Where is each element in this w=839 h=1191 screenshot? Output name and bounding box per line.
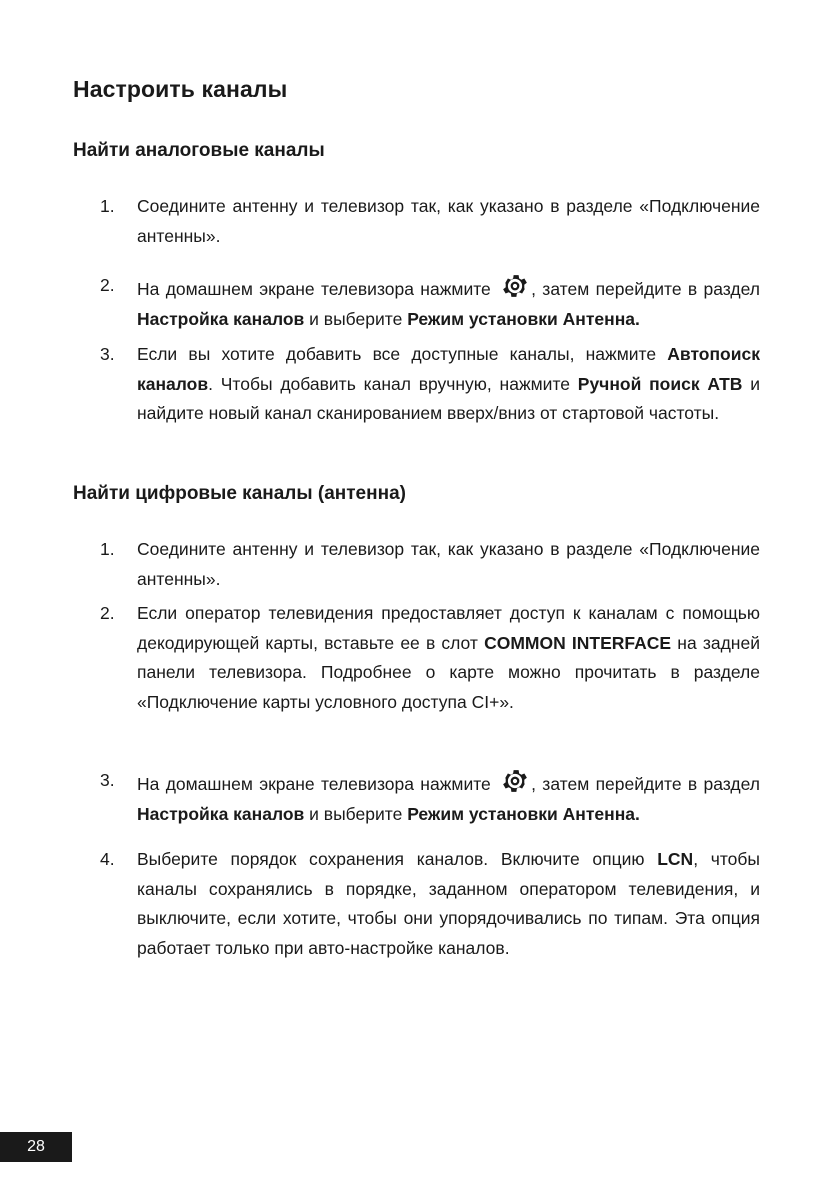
text-run: , затем перейдите в раздел xyxy=(531,279,760,299)
list-item xyxy=(100,340,760,460)
list-item-text xyxy=(137,271,760,334)
text-run: Выберите порядок сохранения каналов. Включите опцию xyxy=(137,849,645,869)
list-item-text xyxy=(137,845,760,963)
slot-name: COMMON INTERFACE xyxy=(484,632,672,653)
text-run: , затем перейдите в раздел xyxy=(531,774,760,794)
list-item-number: 2. xyxy=(100,603,115,623)
menu-name: Ручной поиск АТВ xyxy=(577,373,743,394)
list-item-number: 4. xyxy=(100,849,115,869)
text-run: на задней панели телевизора. Подробнее о карте можно прочитать в разделе «Подключение карты условного доступа CI+». xyxy=(137,632,760,712)
list-item-number: 1. xyxy=(100,196,115,216)
list-item xyxy=(100,271,760,331)
list-item-number: 3. xyxy=(100,344,115,364)
menu-name: Режим установки Антенна. xyxy=(407,803,640,824)
list-item-number: 1. xyxy=(100,539,115,559)
list-item xyxy=(100,766,760,826)
list-item xyxy=(100,535,760,595)
section-heading-analog: Найти аналоговые каналы xyxy=(73,140,325,161)
text-run: . Чтобы добавить канал вручную, нажмите xyxy=(208,373,571,394)
option-name: LCN xyxy=(657,849,694,869)
page-title: Настроить каналы xyxy=(73,76,288,102)
text-run: Соедините антенну и телевизор так, как указано в разделе «Подключение антенны». xyxy=(137,539,760,589)
text-run: Если вы хотите добавить все доступные каналы, нажмите xyxy=(137,344,657,364)
text-run: На домашнем экране телевизора нажмите xyxy=(137,279,491,299)
menu-name: Настройка каналов xyxy=(137,803,305,824)
text-run: На домашнем экране телевизора нажмите xyxy=(137,774,491,794)
menu-name: Режим установки Антенна. xyxy=(407,308,640,329)
text-run: и выберите xyxy=(309,803,403,824)
text-run: и выберите xyxy=(309,308,403,329)
text-run: Соедините антенну и телевизор так, как указано в разделе «Подключение антенны». xyxy=(137,196,760,246)
list-item xyxy=(100,845,760,995)
list-item-number: 3. xyxy=(100,770,115,790)
list-item-text xyxy=(137,340,760,429)
list-item xyxy=(100,599,760,749)
list-item xyxy=(100,192,760,252)
list-item-number: 2. xyxy=(100,275,115,295)
text-run: , чтобы каналы сохранялись в порядке, заданном оператором телевидения, и выключите, если хотите, чтобы они упорядочивались по типам. Эта опция работает только при авто-настройке каналов. xyxy=(137,849,760,958)
section-heading-digital: Найти цифровые каналы (антенна) xyxy=(73,483,406,504)
list-item-text xyxy=(137,192,760,251)
gear-icon xyxy=(500,271,530,301)
list-item-text xyxy=(137,599,760,717)
gear-icon xyxy=(500,766,530,796)
list-item-text xyxy=(137,535,760,594)
text-run: Если оператор телевидения предоставляет доступ к каналам с помощью декодирующей карты, вставьте ее в слот xyxy=(137,603,760,653)
menu-name: Автопоиск каналов xyxy=(137,344,760,394)
list-item-text xyxy=(137,766,760,829)
text-run: и найдите новый канал сканированием вверх/вниз от стартовой частоты. xyxy=(137,373,760,423)
page-number: 28 xyxy=(0,1132,72,1162)
menu-name: Настройка каналов xyxy=(137,308,305,329)
